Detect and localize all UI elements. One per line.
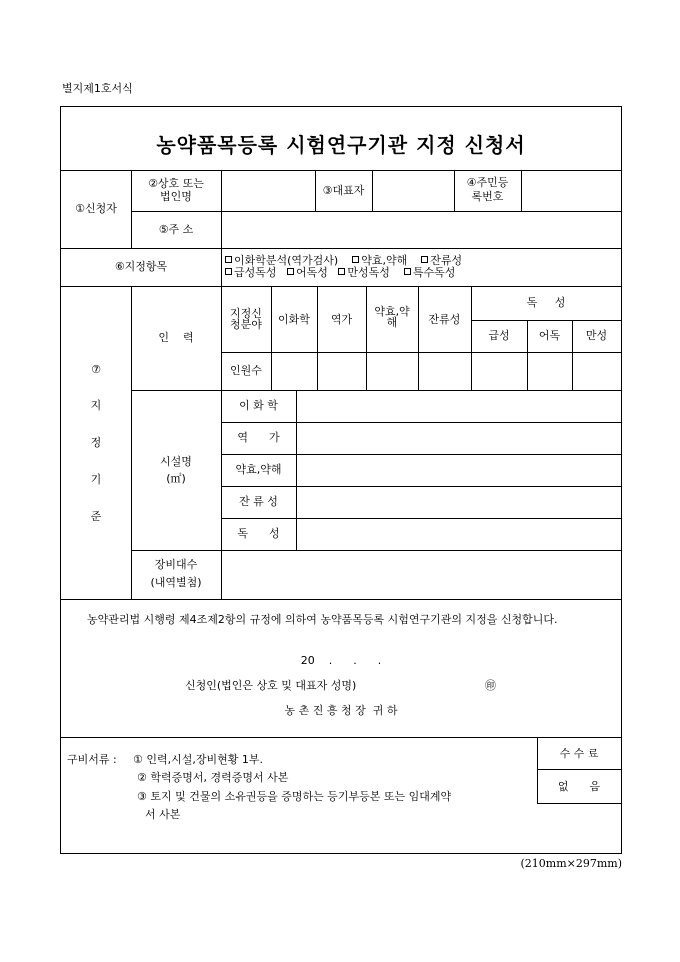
rule-line — [61, 286, 621, 287]
form-number-label: 별지제1호서식 — [62, 82, 133, 95]
applicant-signature-line: 신청인(법인은 상호 및 대표자 성명) — [185, 679, 357, 692]
resident-number-label: ④주민등 — [466, 176, 509, 189]
rule-line — [418, 286, 419, 390]
standard-char: 지 — [90, 399, 102, 412]
document-item-continued: 서 사본 — [145, 808, 181, 821]
equipment-label: 장비대수 — [154, 558, 198, 571]
rule-line — [131, 211, 621, 212]
rule-line — [221, 486, 621, 487]
rule-line — [61, 248, 621, 249]
standard-char: 준 — [90, 510, 102, 523]
checkbox[interactable]: 약효,약해 — [352, 254, 407, 267]
rule-line — [296, 390, 297, 550]
facility-row-label: 독 성 — [237, 527, 280, 540]
fish-header: 어독 — [538, 329, 561, 342]
facility-row-label: 약효,약해 — [235, 463, 282, 476]
facility-row-label: 잔 류 성 — [239, 495, 278, 508]
rule-line — [221, 454, 621, 455]
paper-size-note: (210mm×297mm) — [520, 857, 622, 870]
facility-row-label: 이 화 학 — [239, 399, 278, 412]
potency-header: 역가 — [330, 313, 353, 326]
acute-header: 급성 — [488, 329, 510, 342]
efficacy-header: 약효,약 — [374, 305, 410, 318]
rule-line — [366, 286, 367, 390]
rule-line — [537, 803, 621, 804]
standard-char: 정 — [90, 436, 102, 449]
equipment-label: (내역별첨) — [150, 576, 202, 589]
rule-line — [61, 170, 621, 171]
checkbox[interactable]: 급성독성 — [225, 266, 277, 279]
fee-value: 없 음 — [557, 780, 601, 793]
checkbox[interactable]: 잔류성 — [421, 254, 462, 267]
rule-line — [271, 286, 272, 390]
company-name-label: ②상호 또는 — [148, 177, 204, 190]
application-form — [60, 106, 622, 854]
fee-label: 수 수 료 — [559, 747, 599, 760]
rule-line — [221, 248, 222, 286]
toxicity-header: 독 성 — [526, 296, 566, 309]
document-item: ③ 토지 및 건물의 소유권등을 증명하는 등기부등본 또는 임대계약 — [137, 790, 452, 803]
standard-number: ⑦ — [91, 363, 101, 376]
rule-line — [221, 422, 621, 423]
rule-line — [537, 769, 621, 770]
rule-line — [317, 286, 318, 390]
address-label: ⑤주 소 — [158, 223, 194, 236]
standard-char: 기 — [90, 473, 102, 486]
rule-line — [61, 599, 621, 600]
personnel-label: 인 력 — [158, 331, 194, 344]
facility-row-label: 역 가 — [237, 431, 280, 444]
seal-mark: ㊞ — [485, 679, 496, 692]
company-name-label: 법인명 — [160, 190, 192, 203]
field-label: 청분야 — [230, 318, 262, 331]
designation-label: ⑥지정항목 — [114, 260, 168, 273]
form-title: 농약품목등록 시험연구기관 지정 신청서 — [156, 133, 526, 157]
chronic-header: 만성 — [585, 329, 608, 342]
facility-label: (㎡) — [166, 472, 186, 485]
rule-line — [131, 390, 621, 391]
application-statement: 농약관리법 시행령 제4조제2항의 규정에 의하여 농약품목등록 시험연구기관의 지정을 신청합니다. — [87, 613, 558, 626]
applicant-section-label: ①신청자 — [75, 202, 117, 215]
checkbox[interactable]: 어독성 — [287, 266, 328, 279]
resident-number-label: 록번호 — [471, 190, 504, 203]
rule-line — [221, 518, 621, 519]
date-line: 20 . . . — [300, 654, 382, 667]
rule-line — [221, 170, 222, 248]
residue-header: 잔류성 — [428, 313, 461, 326]
rule-line — [537, 737, 538, 803]
checkbox[interactable]: 특수독성 — [404, 266, 456, 279]
facility-label: 시설명 — [160, 455, 192, 468]
addressee-line: 농 촌 진 흥 청 장 귀 하 — [284, 704, 398, 717]
efficacy-header: 해 — [386, 316, 398, 329]
checkbox[interactable]: 만성독성 — [338, 266, 390, 279]
rule-line — [131, 550, 621, 551]
documents-label: 구비서류 : — [67, 753, 117, 766]
headcount-label: 인원수 — [230, 364, 262, 377]
rule-line — [221, 352, 621, 353]
representative-label: ③대표자 — [322, 184, 365, 197]
checkbox[interactable]: 이화학분석(역가검사) — [225, 254, 338, 267]
document-item: ② 학력증명서, 경력증명서 사본 — [137, 771, 289, 784]
physchem-header: 이화학 — [278, 313, 310, 326]
rule-line — [521, 170, 522, 211]
rule-line — [471, 320, 621, 321]
field-label: 지정신 — [230, 307, 262, 320]
rule-line — [372, 170, 373, 211]
document-item: ① 인력,시설,장비현황 1부. — [133, 753, 263, 766]
designation-line-2 — [225, 267, 455, 279]
